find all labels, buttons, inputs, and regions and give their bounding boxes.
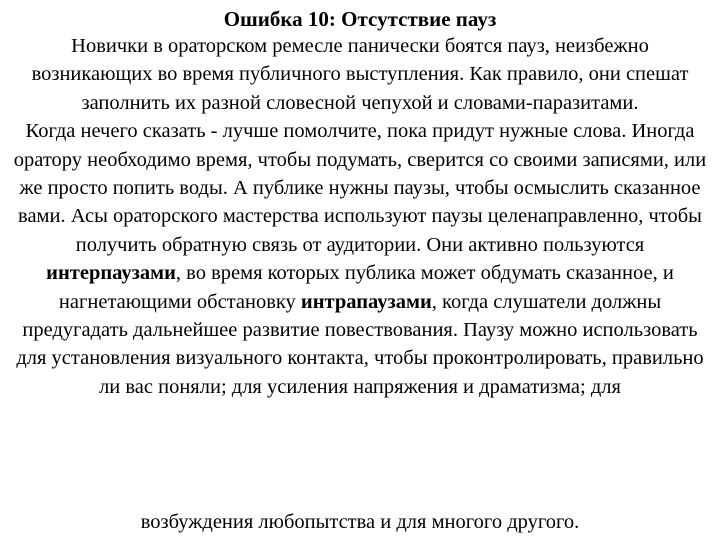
paragraph-2 [10, 117, 710, 401]
paragraph-2-part-2: , во время которых публика может обдумать сказанное, и нагнетающими обстановку [58, 262, 674, 313]
term-interpauses: интерпаузами [46, 262, 176, 285]
continuation-line: возбуждения любопытства и для многого другого. [140, 511, 580, 533]
slide-body [10, 32, 710, 401]
paragraph-1: Новички в ораторском ремесле панически боятся пауз, неизбежно возникающих во время публичного выступления. Как правило, они спешат заполнить их разной словесной чепухой и словами-паразитами. [31, 35, 689, 114]
paragraph-2-part-3: , когда слушатели должны предугадать дальнейшее развитие повествования. Паузу можно использовать для установления визуального контакта, чтобы проконтролировать, правильно ли вас поняли; для усиления напряжения и драматизма; для [16, 290, 704, 398]
slide-title: Ошибка 10: Отсутствие пауз [223, 7, 497, 31]
term-intrapauses: интрапаузами [300, 290, 432, 313]
paragraph-2-part-1: Когда нечего сказать - лучше помолчите, пока придут нужные слова. Иногда оратору необходимо время, чтобы подумать, сверится со своими записями, или же просто попить воды. А публике нужны паузы, чтобы осмыслить сказанное вами. Асы ораторского мастерства используют паузы целенаправленно, чтобы получить обратную связь от аудитории. Они активно пользуются [13, 120, 707, 256]
